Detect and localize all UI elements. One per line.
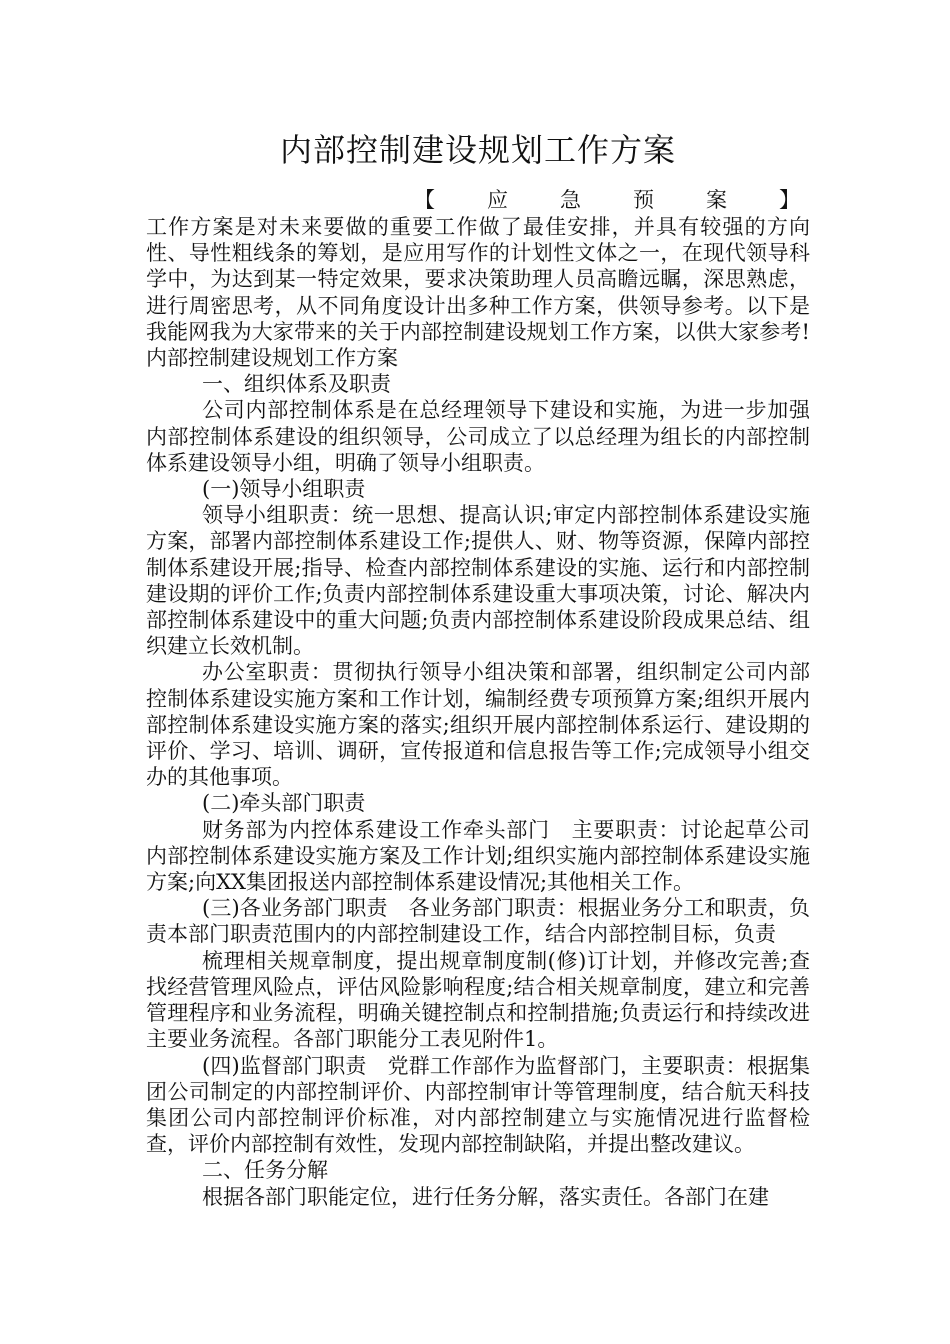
body-paragraph: 办公室职责：贯彻执行领导小组决策和部署，组织制定公司内部控制体系建设实施方案和工作计划，编制经费专项预算方案;组织开展内部控制体系建设实施方案的落实;组织开展内部控制体系运行、建设期的评价、学习、培训、调研，宣传报道和信息报告等工作;完成领导小组交办的其他事项。 [146,660,810,790]
body-paragraph: (四)监督部门职责 党群工作部作为监督部门，主要职责：根据集团公司制定的内部控制评价、内部控制审计等管理制度，结合航天科技集团公司内部控制评价标准，对内部控制建立与实施情况进行监督检查，评价内部控制有效性，发现内部控制缺陷，并提出整改建议。 [146,1053,810,1157]
section-heading: 一、组织体系及职责 [202,372,391,397]
tag-char: 急 [560,188,581,212]
category-tag [414,186,800,214]
tag-char: 应 [487,188,508,212]
body-paragraph: (三)各业务部门职责 各业务部门职责：根据业务分工和职责，负责本部门职责范围内的内部控制建设工作，结合内部控制目标，负责 [146,896,810,947]
tag-char: 预 [633,188,654,212]
page-title: 内部控制建设规划工作方案 [279,131,676,169]
body-paragraph: 领导小组职责：统一思想、提高认识;审定内部控制体系建设实施方案，部署内部控制体系建设工作;提供人、财、物等资源，保障内部控制体系建设开展;指导、检查内部控制体系建设的实施、运行和内部控制建设期的评价工作;负责内部控制体系建设重大事项决策，讨论、解决内部控制体系建设中的重大问题;负责内部控制体系建设阶段成果总结、组织建立长效机制。 [146,503,810,659]
tag-close-bracket: 】 [779,188,800,212]
subsection-heading: (一)领导小组职责 [202,477,366,502]
tag-open-bracket: 【 [414,188,435,212]
body-paragraph: 公司内部控制体系是在总经理领导下建设和实施，为进一步加强内部控制体系建设的组织领导，公司成立了以总经理为组长的内部控制体系建设领导小组，明确了领导小组职责。 [146,398,810,475]
section-heading: 二、任务分解 [202,1158,328,1183]
document-body [146,214,852,1210]
body-paragraph: 财务部为内控体系建设工作牵头部门 主要职责：讨论起草公司内部控制体系建设实施方案及工作计划;组织实施内部控制体系建设实施方案;向XX集团报送内部控制体系建设情况;其他相关工作。 [146,817,810,895]
body-paragraph: 梳理相关规章制度，提出规章制度制(修)订计划，并修改完善;查找经营管理风险点，评估风险影响程度;结合相关规章制度，建立和完善管理程序和业务流程，明确关键控制点和控制措施;负责运行和持续改进主要业务流程。各部门职能分工表见附件1。 [146,948,810,1052]
tag-char: 案 [706,188,727,212]
intro-paragraph: 工作方案是对未来要做的重要工作做了最佳安排，并具有较强的方向性、导性粗线条的筹划，是应用写作的计划性文体之一，在现代领导科学中，为达到某一特定效果，要求决策助理人员高瞻远瞩，深思熟虑，进行周密思考，从不同角度设计出多种工作方案，供领导参考。以下是我能网我为大家带来的关于内部控制建设规划工作方案，以供大家参考! 内部控制建设规划工作方案 [146,215,852,371]
subsection-heading: (二)牵头部门职责 [202,791,366,816]
body-paragraph: 根据各部门职能定位，进行任务分解，落实责任。各部门在建 [202,1184,769,1209]
